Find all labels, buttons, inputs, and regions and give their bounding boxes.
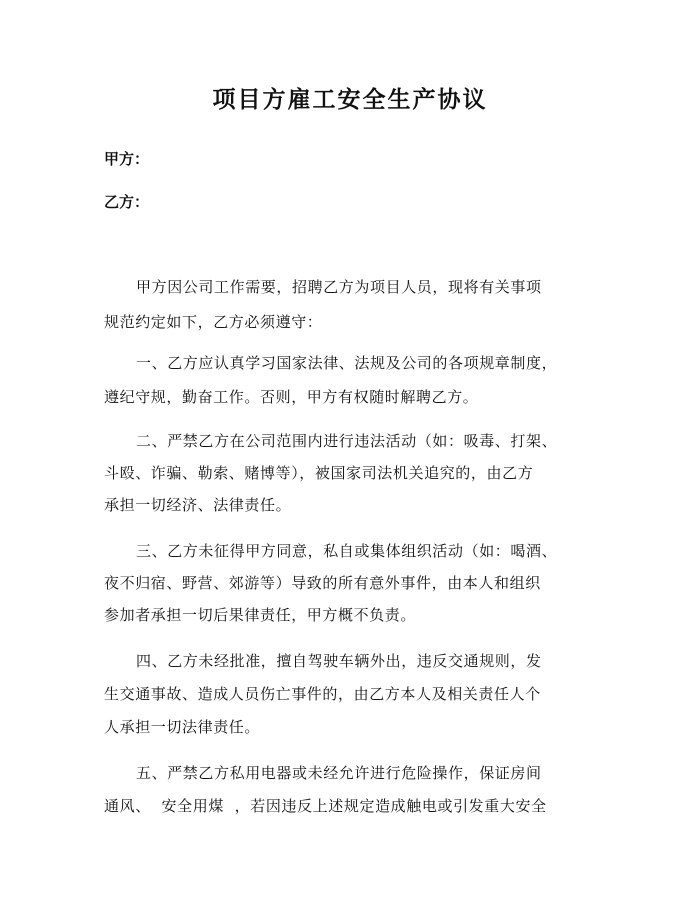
clause-4-line-3: 人承担一切法律责任。 — [104, 718, 261, 736]
clause-4-line-2: 生交通事故、造成人员伤亡事件的，由乙方本人及相关责任人个 — [104, 685, 541, 703]
clause-3-line-2: 夜不归宿、野营、郊游等）导致的所有意外事件，由本人和组织 — [104, 574, 541, 592]
clause-5-line-2: 通风、 安全用煤 ，若因违反上述规定造成触电或引发重大安全 — [104, 797, 547, 815]
party-a-label: 甲方： — [104, 150, 150, 168]
clause-5-line-1: 五、严禁乙方私用电器或未经允许进行危险操作，保证房间 — [136, 764, 542, 782]
clause-2-line-1: 二、严禁乙方在公司范围内进行违法活动（如：吸毒、打架、 — [136, 432, 558, 450]
clause-4-line-1: 四、乙方未经批准，擅自驾驶车辆外出，违反交通规则，发 — [136, 652, 542, 670]
paragraph-intro-line-2: 规范约定如下，乙方必须遵守： — [104, 313, 323, 331]
paragraph-intro-line-1: 甲方因公司工作需要，招聘乙方为项目人员，现将有关事项 — [136, 278, 542, 296]
clause-3-line-1: 三、乙方未征得甲方同意，私自或集体组织活动（如：喝酒、 — [136, 542, 558, 560]
clause-1-line-2: 遵纪守规，勤奋工作。否则，甲方有权随时解聘乙方。 — [104, 388, 479, 406]
document-title: 项目方雇工安全生产协议 — [212, 86, 488, 113]
party-b-label: 乙方： — [104, 193, 150, 211]
clause-2-line-3: 承担一切经济、法律责任。 — [104, 496, 292, 514]
clause-2-line-2: 斗殴、诈骗、勒索、赌博等），被国家司法机关追究的，由乙方 — [104, 464, 534, 482]
clause-3-line-3: 参加者承担一切后果律责任，甲方概不负责。 — [104, 606, 417, 624]
clause-1-line-1: 一、乙方应认真学习国家法律、法规及公司的各项规章制度， — [136, 354, 558, 372]
